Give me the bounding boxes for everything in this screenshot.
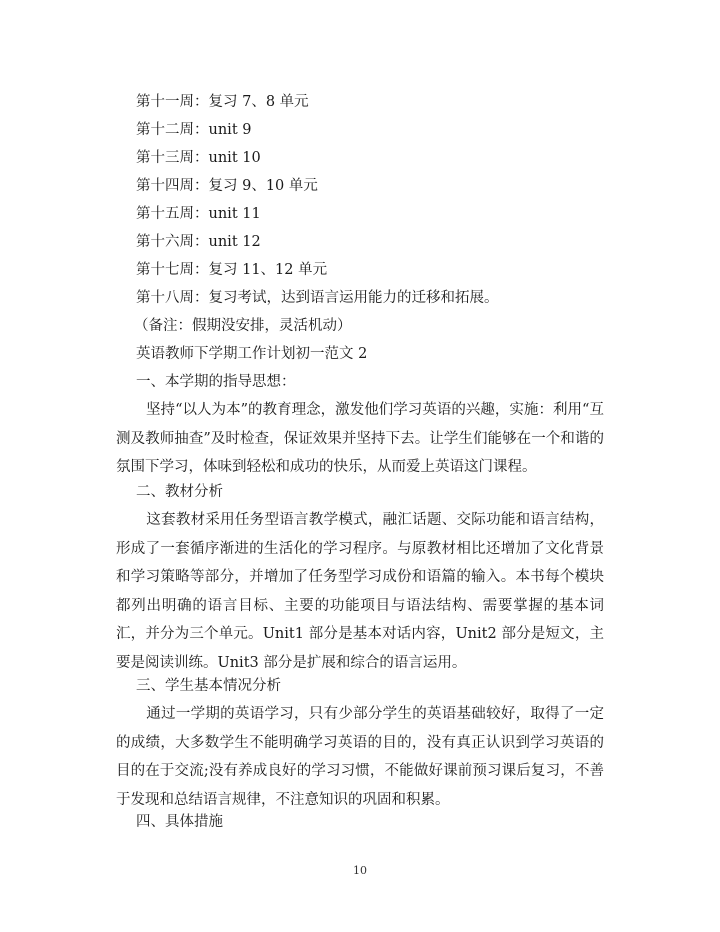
schedule-week-14: 第十四周：复习 9、10 单元 — [136, 178, 318, 194]
schedule-week-12: 第十二周：unit 9 — [136, 122, 252, 138]
schedule-week-13: 第十三周：unit 10 — [136, 150, 261, 166]
schedule-week-17: 第十七周：复习 11、12 单元 — [136, 262, 328, 278]
section-heading-students: 三、学生基本情况分析 — [136, 678, 281, 694]
schedule-week-16: 第十六周：unit 12 — [136, 234, 261, 250]
schedule-week-18: 第十八周：复习考试，达到语言运用能力的迁移和拓展。 — [136, 290, 499, 306]
schedule-week-11: 第十一周：复习 7、8 单元 — [136, 94, 309, 110]
document-title: 英语教师下学期工作计划初一范文 2 — [136, 346, 368, 362]
section-heading-measures: 四、具体措施 — [136, 814, 223, 830]
schedule-note: （备注：假期没安排，灵活机动） — [134, 318, 352, 334]
section-body-guiding-idea — [116, 396, 604, 482]
section-body-textbook — [116, 506, 604, 677]
section-body-textbook-text: 这套教材采用任务型语言教学模式，融汇话题、交际功能和语言结构，形成了一套循序渐进的生活化的学习程序。与原教材相比还增加了文化背景和学习策略等部分，并增加了任务型学习成份和语篇的输入。本书每个模块都列出明确的语言目标、主要的功能项目与语法结构、需要掌握的基本词汇，并分为三个单元。Unit1 部分是基本对话内容，Unit2 部分是短文，主要是阅读训练。Unit3 部分是扩展和综合的语言运用。 — [116, 512, 604, 671]
section-body-students — [116, 700, 604, 814]
section-heading-textbook: 二、教材分析 — [136, 484, 223, 500]
section-body-guiding-idea-text: 坚持“以人为本”的教育理念，激发他们学习英语的兴趣，实施：利用“互测及教师抽查”及时检查，保证效果并坚持下去。让学生们能够在一个和谐的氛围下学习，体味到轻松和成功的快乐，从而爱上英语这门课程。 — [116, 402, 604, 475]
section-heading-guiding-idea: 一、本学期的指导思想： — [136, 374, 296, 390]
page-number: 10 — [353, 864, 367, 877]
schedule-week-15: 第十五周：unit 11 — [136, 206, 261, 222]
section-body-students-text: 通过一学期的英语学习，只有少部分学生的英语基础较好，取得了一定的成绩，大多数学生不能明确学习英语的目的，没有真正认识到学习英语的目的在于交流;没有养成良好的学习习惯，不能做好课前预习课后复习，不善于发现和总结语言规律，不注意知识的巩固和积累。 — [116, 706, 604, 808]
